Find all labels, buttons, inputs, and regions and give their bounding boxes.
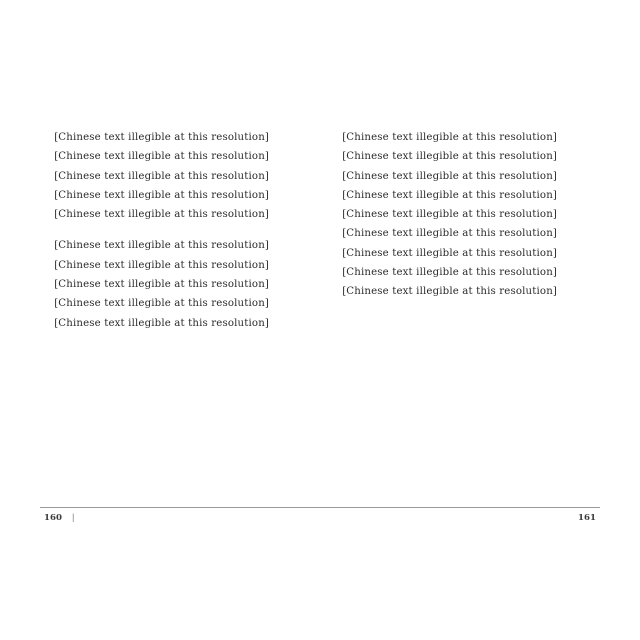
right-page-paragraph-6: [Chinese text illegible at this resolution] <box>342 228 558 240</box>
right-page-paragraph-4: [Chinese text illegible at this resolution] <box>342 189 558 201</box>
right-page-paragraph-7: [Chinese text illegible at this resolution] <box>342 247 558 259</box>
right-page-footer <box>574 512 600 524</box>
left-page-paragraph-1: [Chinese text illegible at this resolution] <box>54 132 270 143</box>
right-page-paragraph-8: [Chinese text illegible at this resolution] <box>342 267 558 279</box>
right-page-paragraph-2: [Chinese text illegible at this resolution] <box>342 151 558 163</box>
right-page-paragraph-9: [Chinese text illegible at this resolution] <box>342 286 558 298</box>
right-page-paragraph-3: [Chinese text illegible at this resolution] <box>342 170 558 182</box>
footer-rule <box>40 507 600 508</box>
left-page-footer <box>40 512 78 524</box>
left-page-paragraph-9: [Chinese text illegible at this resolution] <box>54 298 270 310</box>
right-page-paragraph-5: [Chinese text illegible at this resolution] <box>342 209 558 221</box>
left-page-paragraph-10: [Chinese text illegible at this resolution] <box>54 317 270 329</box>
left-page-paragraph-5: [Chinese text illegible at this resolution] <box>54 209 270 221</box>
right-page-number: 161 <box>578 513 596 523</box>
left-page-paragraph-3: [Chinese text illegible at this resolution] <box>54 170 270 182</box>
right-page <box>332 128 594 302</box>
left-page-paragraph-7: [Chinese text illegible at this resolution] <box>54 259 270 271</box>
left-footer-separator: | <box>71 513 75 523</box>
left-page-paragraph-4: [Chinese text illegible at this resolution] <box>54 189 270 201</box>
right-page-paragraph-1: [Chinese text illegible at this resolution] <box>342 132 558 143</box>
left-page-paragraph-8: [Chinese text illegible at this resolution] <box>54 279 270 291</box>
left-page-paragraph-2: [Chinese text illegible at this resolution] <box>54 151 270 163</box>
left-page-number: 160 <box>44 513 62 523</box>
left-page <box>44 128 306 333</box>
left-page-paragraph-6: [Chinese text illegible at this resolution] <box>54 240 270 252</box>
